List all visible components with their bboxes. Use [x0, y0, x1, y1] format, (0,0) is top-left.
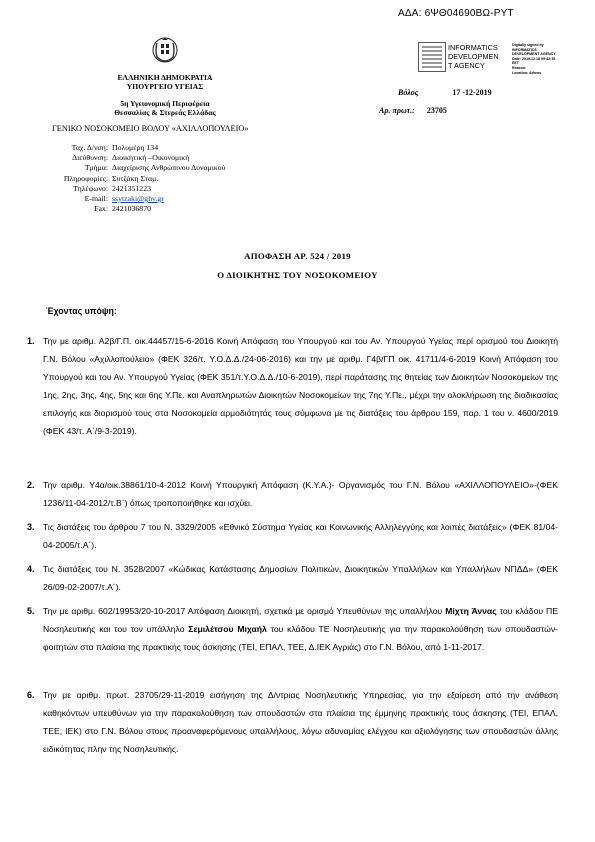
employee-name: Μίχτη Άννας	[445, 606, 497, 616]
item-text-part: του κλάδου ΠΕ Νοσηλευτικής και του τον υπάλληλο	[43, 606, 558, 634]
signature-line: DEVELOPMENT AGENCY	[512, 52, 556, 57]
item-number: 4.	[27, 564, 35, 574]
item-number: 5.	[27, 606, 35, 616]
contact-value: 2421351223	[112, 183, 151, 193]
list-item	[27, 476, 562, 512]
contact-row-email	[52, 194, 225, 204]
ministry-line: ΥΠΟΥΡΓΕΙΟ ΥΓΕΙΑΣ	[126, 82, 204, 91]
contact-label: Τηλέφωνο:	[73, 183, 108, 193]
employee-name: Σεμιλέτσου Μιχαήλ	[188, 624, 267, 634]
contact-block	[52, 143, 225, 214]
decision-title: ΑΠΟΦΑΣΗ ΑΡ. 524 / 2019	[244, 251, 351, 261]
greek-emblem-icon	[152, 37, 178, 63]
considering-heading: Έχοντας υπόψη:	[46, 306, 117, 316]
item-text-part: Την με αριθμ. 602/19953/20-10-2017 Απόφαση Διοικητή, σχετικά με ορισμό Υπευθύνων της υπαλλήλου	[43, 606, 446, 616]
signature-line: Date: 2019.12.18 09:42:36	[512, 56, 556, 61]
agency-line: DEVELOPMEN	[448, 52, 499, 61]
contact-value: Πολυμέρη 134	[112, 143, 159, 152]
contact-value: Διοικητική –Οικονομική	[112, 153, 190, 163]
place-label: Βόλος	[398, 88, 419, 97]
digital-signature-text	[512, 43, 556, 75]
contact-label: Τμήμα:	[84, 163, 108, 173]
contact-row-phone	[52, 184, 225, 194]
signature-line: Reason:	[512, 65, 527, 70]
list-item	[27, 602, 562, 656]
country-line: ΕΛΛΗΝΙΚΗ ΔΗΜΟΚΡΑΤΙΑ	[117, 73, 213, 82]
contact-row-address	[52, 143, 225, 153]
signature-line: Digitally signed by	[512, 43, 544, 47]
protocol-line	[379, 106, 447, 115]
contact-value: 2421036870	[112, 204, 151, 214]
issuer-title: Ο ΔΙΟΙΚΗΤΗΣ ΤΟΥ ΝΟΣΟΚΟΜΕΙΟΥ	[217, 270, 378, 280]
contact-label: Ταχ. Δ/νση:	[71, 143, 108, 152]
country-ministry	[100, 73, 230, 91]
contact-label: Fax:	[94, 204, 108, 214]
contact-value: Συτζάκη Σταμ.	[112, 173, 159, 183]
item-text: Τις διατάξεις του άρθρου 7 του Ν. 3329/2005 «Εθνικό Σύστημα Υγείας και Κοινωνικής Αλληλεγγύης και λοιπές διατάξεις» (ΦΕΚ 81/04-04-2005/τ.Α΄).	[43, 522, 558, 550]
contact-row-directorate	[52, 153, 225, 163]
hospital-name: ΓΕΝΙΚΟ ΝΟΣΟΚΟΜΕΙΟ ΒΟΛΟΥ «ΑΧΙΛΛΟΠΟΥΛΕΙΟ»	[52, 124, 249, 133]
agency-line: T AGENCY	[448, 61, 485, 70]
agency-name	[448, 43, 499, 70]
health-region	[100, 99, 230, 117]
list-item	[27, 332, 562, 440]
item-text-part: του κλάδου ΤΕ Νοσηλευτικής για την παρακολούθηση των σπουδαστών-φοιτητών στα πλαίσια της πρακτικής τους άσκησης (ΤΕΙ, ΕΠΑΛ, ΤΕΕ, Δ.ΙΕΚ Αγριάς) στο Γ.Ν. Βόλου, από 1-11-2017.	[43, 624, 558, 652]
date-line	[398, 88, 492, 97]
signature-line: EET	[512, 61, 519, 66]
item-text	[43, 602, 558, 656]
contact-label: Πληροφορίες:	[63, 173, 108, 183]
contact-value: Διαχείρισης Ανθρώπινου Δυναμικού	[112, 163, 226, 173]
ada-code: ΑΔΑ: 6ΨΘ04690ΒΩ-ΡΥΤ	[398, 8, 514, 19]
contact-row-info	[52, 174, 225, 184]
signature-line: INFORMATICS	[512, 47, 537, 52]
item-number: 3.	[27, 522, 35, 532]
item-text: Την αριθμ. Υ4α/οικ.38861/10-4-2012 Κοινή Υπουργική Απόφαση (Κ.Υ.Α.)- Οργανισμός του Γ.Ν. Βόλου «ΑΧΙΛΛΟΠΟΥΛΕΙΟ»-(ΦΕΚ 1236/11-04-2012/τ.Β΄) όπως τροποποιήθηκε και ισχύει.	[43, 480, 558, 508]
contact-row-fax	[52, 204, 225, 214]
item-text: Τις διατάξεις του Ν. 3528/2007 «Κώδικας Κατάστασης Δημοσίων Πολιτικών, Διοικητικών Υπαλλήλων και Υπαλλήλων ΝΠΔΔ» (ΦΕΚ 26/09-02-2007/τ.Α΄).	[43, 564, 558, 592]
list-item	[27, 560, 562, 596]
email-link[interactable]: ssytzaki@ghv.gr	[112, 194, 164, 204]
list-item	[27, 518, 562, 554]
item-number: 2.	[27, 480, 35, 490]
region-line-2: Θεσσαλίας & Στερεάς Ελλάδας	[114, 108, 216, 117]
item-number: 1.	[27, 336, 35, 346]
list-item	[27, 686, 562, 758]
item-text: Την με αριθμ. πρωτ. 23705/29-11-2019 εισήγηση της Δ/ντριας Νοσηλευτικής Υπηρεσίας, για την εξαίρεση από την ανάθεση καθηκόντων υπευθύνων για την παρακολούθηση των σπουδαστών στα πλαίσια της έμμηνης πρακτικής τους άσκησης (ΤΕΙ, ΕΠΑΛ, ΤΕΕ, ΙΕΚ) στο Γ.Ν. Βόλου στους προαναφερόμενους υπαλλήλους, λόγω αδυναμίας ελέγχου και αξιολόγησης των σπουδαστών άλλης ειδικότητας πλην της Νοσηλευτικής.	[43, 690, 558, 754]
agency-line: INFORMATICS	[448, 43, 498, 52]
document-date: 17 -12-2019	[452, 88, 492, 97]
contact-row-department	[52, 163, 225, 173]
contact-label: E-mail:	[84, 194, 108, 204]
protocol-number: 23705	[426, 106, 447, 115]
signature-line: Location: Athens	[512, 70, 542, 75]
item-number: 6.	[27, 690, 35, 700]
item-text: Την με αριθμ. Α2β/Γ.Π. οικ.44457/15-6-2016 Κοινή Απόφαση του Υπουργού και του Αν. Υπουργού Υγείας περί ορισμού του Διοικητή Γ.Ν. Βόλου «Αχιλλοπούλειο» (ΦΕΚ 326/τ. Υ.Ο.Δ.Δ./24-06-2016) και την με αριθμ. Γ4β/ΓΠ οικ. 41711/4-6-2019 Κοινή Απόφαση του Υπουργού και του Αν. Υπουργού Υγείας (ΦΕΚ 351/τ.Υ.Ο.Δ.Δ./10-6-2019), περί παράτασης της θητείας των Διοικητών Νοσοκομείων της 1ης, 2ης, 3ης, 4ης, 5ης και 6ης Υ.Πε. και Αναπληρωτών Διοικητών Νοσοκομείων της 7ης Υ.Πε., μέχρι την ολοκλήρωση της διαδικασίας επιλογής και διορισμού τους στα Νοσοκομεία αρμοδιότητάς τους σύμφωνα με τις διατάξεις του άρθρου 159, παρ. 1 του ν. 4600/2019 (ΦΕΚ 43/τ. Α΄/9-3-2019).	[43, 336, 558, 436]
contact-label: Διεύθυνση:	[72, 153, 108, 163]
region-line: 5η Υγειονομική Περιφέρεια	[120, 99, 210, 108]
signature-logo-icon	[418, 42, 446, 72]
protocol-label: Αρ. πρωτ.:	[379, 106, 415, 115]
